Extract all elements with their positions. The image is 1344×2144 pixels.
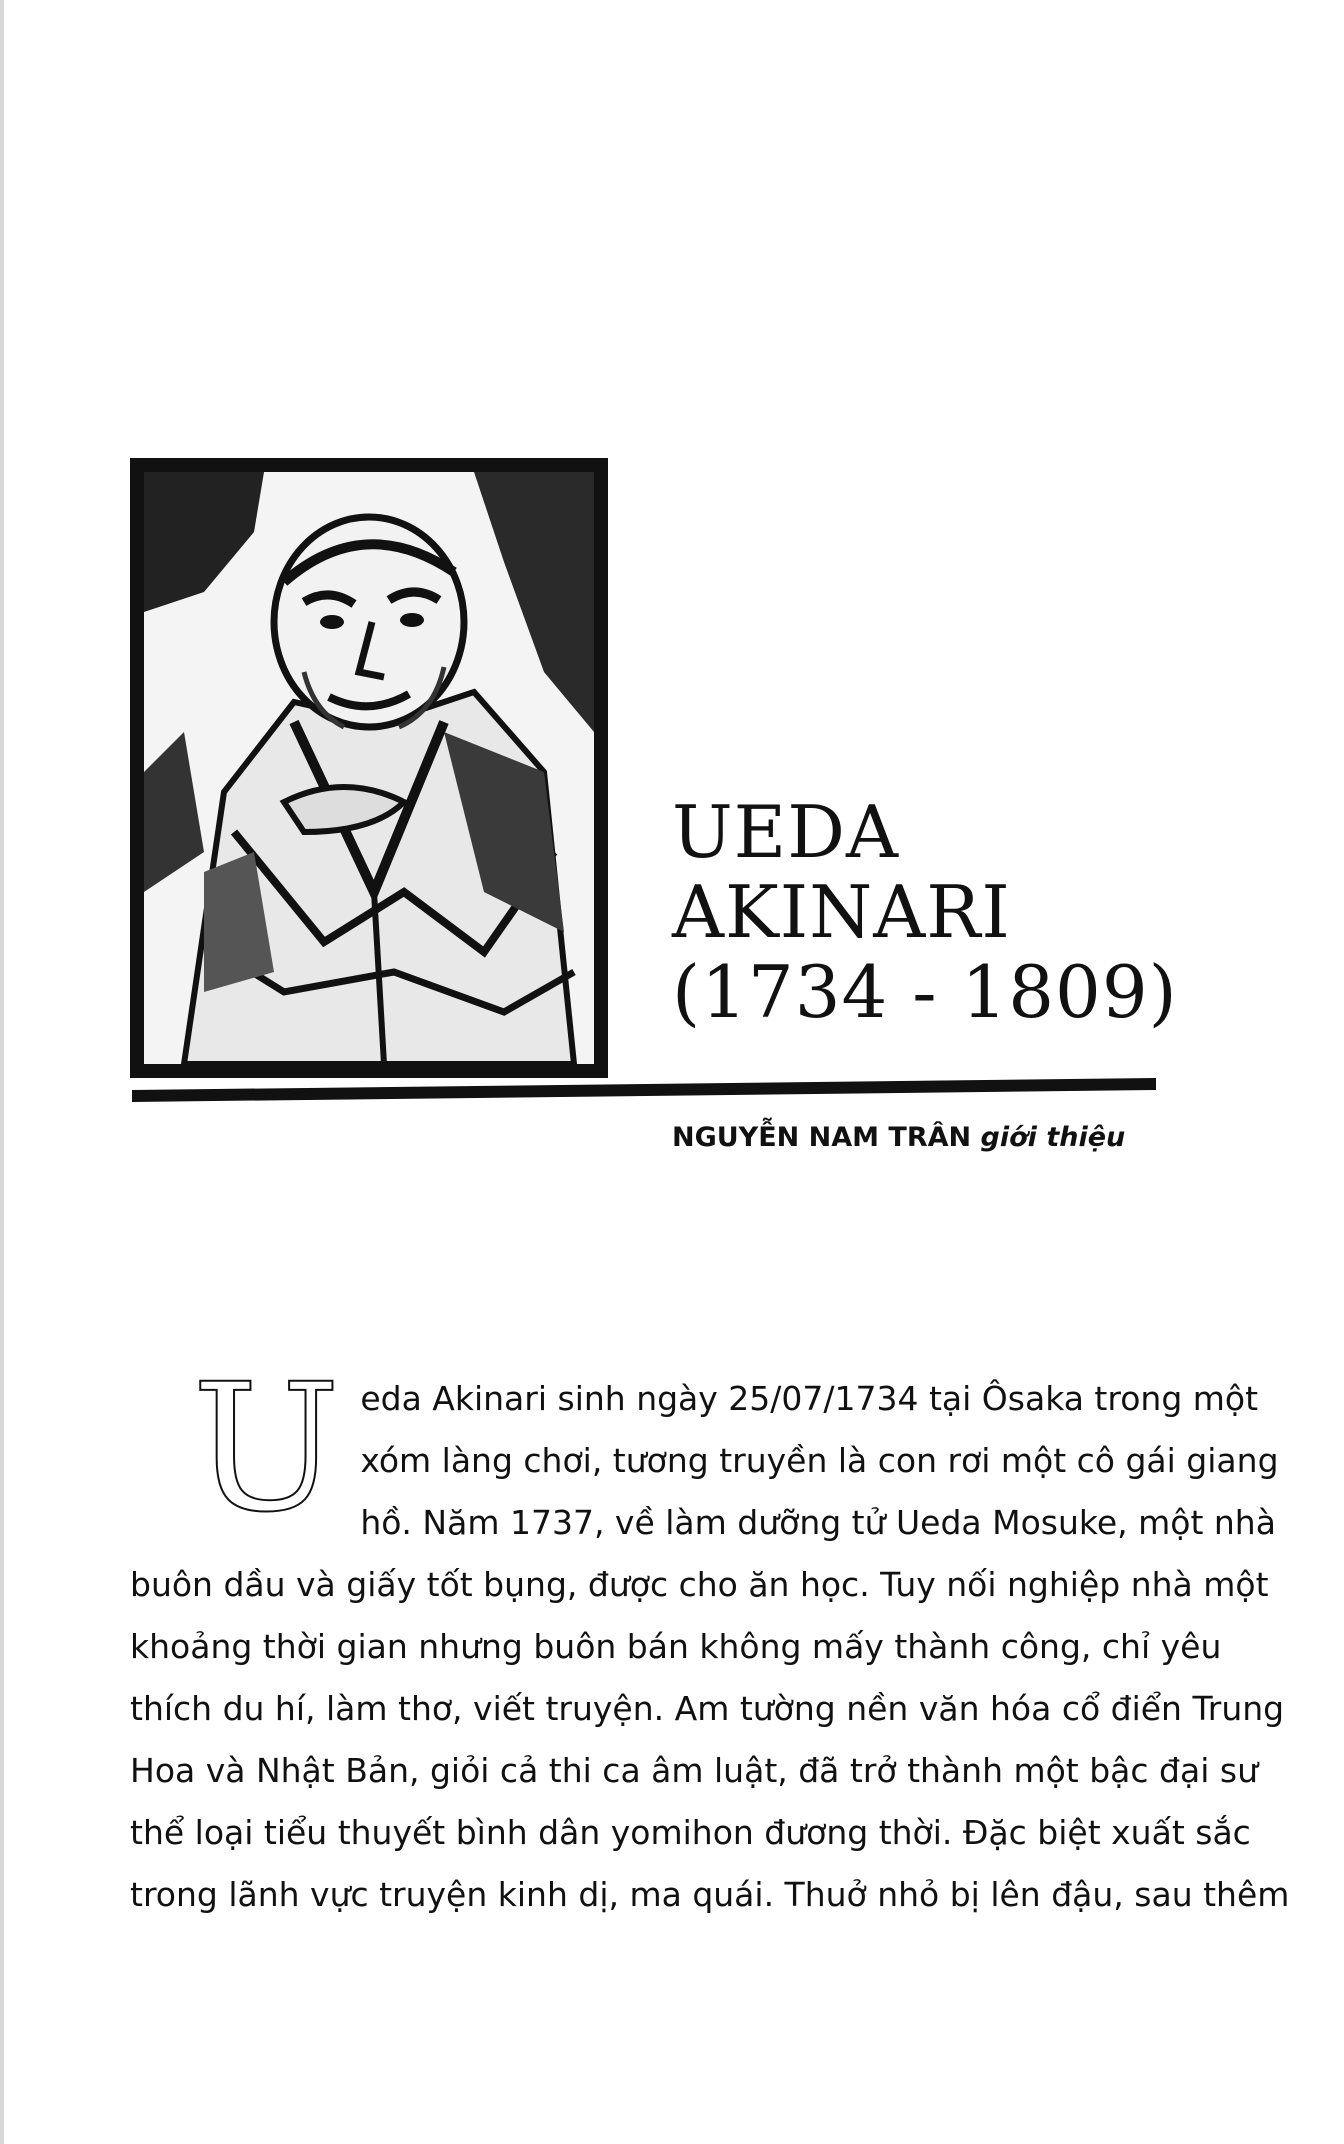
body-paragraph (130, 1346, 1290, 1926)
credit-author: NGUYỄN NAM TRÂN (672, 1122, 972, 1153)
author-credit (672, 1122, 1152, 1153)
credit-role: giới thiệu (980, 1122, 1126, 1153)
page-edge (0, 0, 4, 2144)
body-line: Hoa và Nhật Bản, giỏi cả thi ca âm luật, đã trở thành một bậc đại sư (130, 1751, 1258, 1790)
body-line: thể loại tiểu thuyết bình dân yomihon đương thời. Đặc biệt xuất sắc (130, 1813, 1251, 1852)
title-line-3: (1734 - 1809) (672, 950, 1178, 1034)
article-title (672, 792, 1232, 1032)
body-line: khoảng thời gian nhưng buôn bán không mấy thành công, chỉ yêu (130, 1627, 1222, 1666)
body-line: xóm làng chơi, tương truyền là con rơi một cô gái giang (360, 1441, 1279, 1480)
body-line: trong lãnh vực truyện kinh dị, ma quái. Thuở nhỏ bị lên đậu, sau thêm (130, 1875, 1290, 1914)
author-portrait (130, 458, 608, 1078)
title-divider (132, 1078, 1156, 1102)
title-line-1: UEDA (672, 790, 899, 874)
portrait-engraving-icon (144, 472, 594, 1064)
body-line: eda Akinari sinh ngày 25/07/1734 tại Ôsaka trong một (360, 1379, 1259, 1418)
body-line: hồ. Năm 1737, về làm dưỡng tử Ueda Mosuke, một nhà (360, 1503, 1276, 1542)
body-line: buôn dầu và giấy tốt bụng, được cho ăn học. Tuy nối nghiệp nhà một (130, 1565, 1269, 1604)
title-line-2: AKINARI (672, 870, 1011, 954)
body-line: thích du hí, làm thơ, viết truyện. Am tường nền văn hóa cổ điển Trung (130, 1689, 1285, 1728)
drop-cap: U (192, 1346, 341, 1551)
